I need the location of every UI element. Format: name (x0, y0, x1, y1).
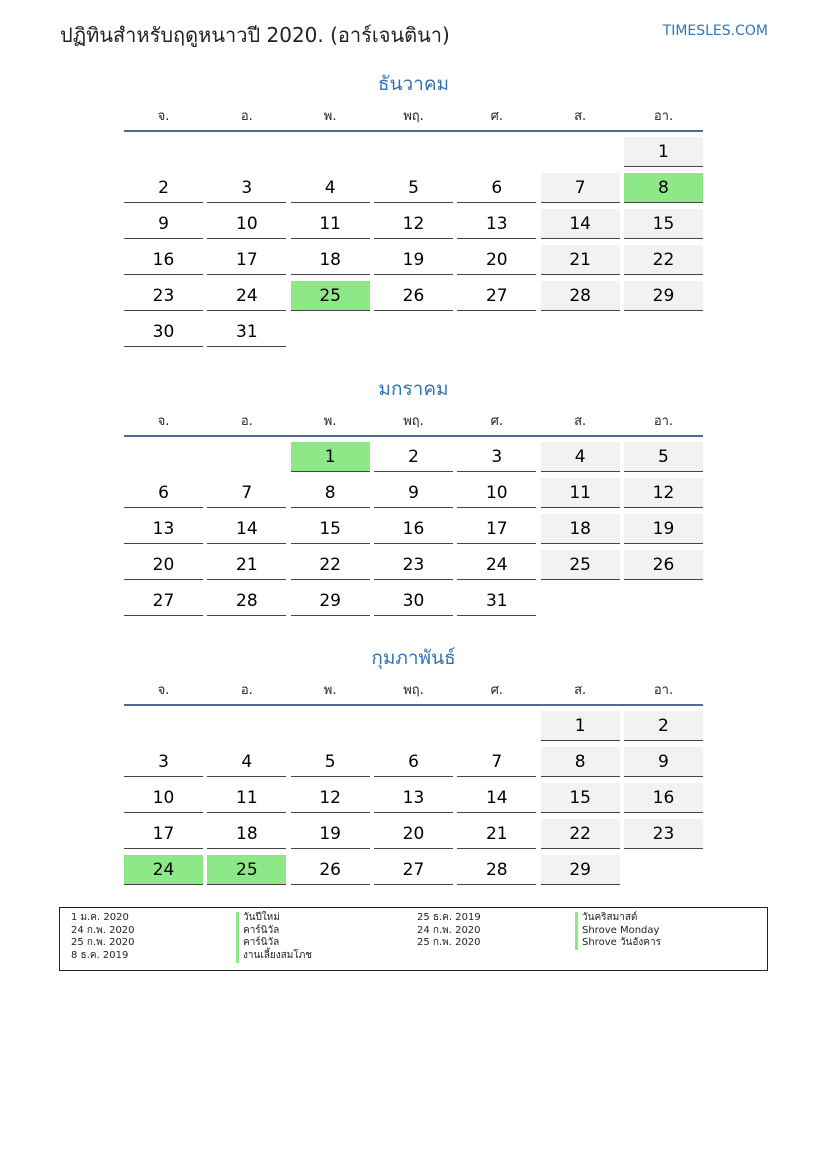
day-cell: 10 (457, 478, 536, 508)
empty-day-cell (457, 317, 536, 346)
day-cell: 14 (207, 514, 286, 544)
weekday-label: พฤ. (403, 414, 424, 429)
legend-date: 1 ม.ค. 2020 (71, 912, 129, 923)
day-cell: 22 (624, 245, 703, 275)
week-row (124, 550, 703, 581)
legend-date: 25 ก.พ. 2020 (417, 937, 481, 949)
day-cell: 9 (374, 478, 453, 508)
day-cell: 30 (374, 586, 453, 616)
weekday-label: ส. (574, 683, 587, 698)
legend-holiday-name: งานเลี้ยงสมโภช (236, 950, 312, 963)
weekday-header (124, 679, 703, 703)
day-cell: 24 (457, 550, 536, 580)
week-row (124, 317, 703, 348)
weekday-label: อ. (240, 683, 253, 698)
day-grid (124, 711, 703, 886)
day-cell: 6 (457, 173, 536, 203)
day-cell: 5 (374, 173, 453, 203)
legend-holiday-name: วันปีใหม่ (236, 912, 312, 925)
week-row (124, 783, 703, 814)
day-cell: 31 (207, 317, 286, 347)
week-row (124, 747, 703, 778)
month-title: มกราคม (378, 378, 449, 400)
day-cell: 19 (374, 245, 453, 275)
empty-day-cell (291, 317, 370, 346)
empty-day-cell (624, 317, 703, 346)
legend-date: 25 ธ.ค. 2019 (417, 912, 481, 923)
month-calendar (124, 70, 703, 353)
day-cell: 4 (291, 173, 370, 203)
day-cell: 3 (124, 747, 203, 777)
day-cell: 30 (124, 317, 203, 347)
month-title: ธันวาคม (377, 73, 450, 95)
weekday-label: อ. (240, 414, 253, 429)
day-cell: 13 (374, 783, 453, 813)
empty-day-cell (374, 317, 453, 346)
day-cell: 29 (291, 586, 370, 616)
day-cell: 15 (291, 514, 370, 544)
empty-day-cell (457, 137, 536, 166)
day-cell: 19 (291, 819, 370, 849)
day-cell: 22 (541, 819, 620, 849)
day-cell: 19 (624, 514, 703, 544)
day-cell: 10 (207, 209, 286, 239)
empty-day-cell (541, 137, 620, 166)
day-cell: 4 (541, 442, 620, 472)
weekday-label: อา. (653, 109, 674, 124)
day-cell: 13 (457, 209, 536, 239)
day-cell: 28 (541, 281, 620, 311)
weekday-label: พ. (323, 683, 337, 698)
day-cell: 2 (624, 711, 703, 741)
legend-date: 25 ก.พ. 2020 (71, 937, 135, 949)
weekday-label: อา. (653, 683, 674, 698)
weekday-label: พฤ. (403, 109, 424, 124)
day-cell: 18 (207, 819, 286, 849)
day-cell: 27 (374, 855, 453, 885)
site-link[interactable]: TIMESLES.COM (662, 23, 768, 39)
day-cell: 3 (207, 173, 286, 203)
legend-holiday-name: Shrove วันอังคาร (575, 937, 661, 950)
day-cell: 17 (457, 514, 536, 544)
empty-day-cell (291, 711, 370, 740)
day-cell: 31 (457, 586, 536, 616)
day-cell: 29 (624, 281, 703, 311)
weekday-label: ศ. (490, 109, 503, 124)
day-cell: 21 (457, 819, 536, 849)
page-title: ปฏิทินสำหรับฤดูหนาวปี 2020. (อาร์เจนตินา) (60, 23, 450, 47)
day-cell: 1 (624, 137, 703, 167)
day-cell: 15 (624, 209, 703, 239)
holiday-day-cell: 25 (207, 855, 286, 885)
day-cell: 8 (541, 747, 620, 777)
week-row (124, 137, 703, 168)
day-cell: 20 (374, 819, 453, 849)
day-cell: 6 (374, 747, 453, 777)
day-cell: 23 (374, 550, 453, 580)
week-row (124, 586, 703, 617)
day-cell: 23 (124, 281, 203, 311)
holiday-day-cell: 24 (124, 855, 203, 885)
empty-day-cell (291, 137, 370, 166)
day-cell: 28 (207, 586, 286, 616)
day-cell: 7 (207, 478, 286, 508)
day-cell: 29 (541, 855, 620, 885)
weekday-label: จ. (157, 683, 170, 698)
empty-day-cell (541, 586, 620, 615)
empty-day-cell (374, 711, 453, 740)
day-cell: 16 (124, 245, 203, 275)
day-cell: 26 (291, 855, 370, 885)
legend-date: 24 ก.พ. 2020 (417, 924, 481, 936)
legend-date: 24 ก.พ. 2020 (71, 924, 135, 936)
day-cell: 22 (291, 550, 370, 580)
holiday-day-cell: 8 (624, 173, 703, 203)
week-row (124, 514, 703, 545)
day-cell: 3 (457, 442, 536, 472)
day-cell: 18 (291, 245, 370, 275)
week-row (124, 245, 703, 276)
holiday-day-cell: 25 (291, 281, 370, 311)
weekday-header (124, 105, 703, 129)
week-row (124, 819, 703, 850)
weekday-label: อา. (653, 414, 674, 429)
month-title: กุมภาพันธ์ (371, 647, 456, 669)
empty-day-cell (124, 711, 203, 740)
week-row (124, 173, 703, 204)
day-cell: 2 (124, 173, 203, 203)
week-row (124, 281, 703, 312)
month-calendar (124, 644, 703, 891)
month-calendar (124, 375, 703, 622)
week-row (124, 478, 703, 509)
empty-day-cell (541, 317, 620, 346)
header-divider (124, 435, 703, 437)
legend-dates-left (71, 912, 135, 963)
weekday-label: พ. (323, 414, 337, 429)
holiday-legend (59, 907, 768, 971)
day-cell: 27 (124, 586, 203, 616)
day-cell: 26 (624, 550, 703, 580)
day-cell: 18 (541, 514, 620, 544)
day-cell: 7 (541, 173, 620, 203)
day-cell: 21 (541, 245, 620, 275)
day-cell: 27 (457, 281, 536, 311)
header-divider (124, 130, 703, 132)
day-cell: 11 (541, 478, 620, 508)
day-cell: 12 (374, 209, 453, 239)
week-row (124, 442, 703, 473)
day-cell: 26 (374, 281, 453, 311)
day-cell: 4 (207, 747, 286, 777)
empty-day-cell (624, 586, 703, 615)
weekday-label: ศ. (490, 414, 503, 429)
day-cell: 5 (624, 442, 703, 472)
legend-dates-right (417, 912, 481, 950)
day-cell: 9 (624, 747, 703, 777)
legend-holiday-name: Shrove Monday (575, 925, 661, 938)
week-row (124, 209, 703, 240)
day-cell: 11 (207, 783, 286, 813)
day-cell: 17 (124, 819, 203, 849)
day-cell: 15 (541, 783, 620, 813)
day-cell: 20 (124, 550, 203, 580)
day-cell: 10 (124, 783, 203, 813)
day-cell: 7 (457, 747, 536, 777)
weekday-label: จ. (157, 109, 170, 124)
day-cell: 13 (124, 514, 203, 544)
empty-day-cell (207, 442, 286, 471)
weekday-label: ส. (574, 109, 587, 124)
legend-holiday-name: วันคริสมาสต์ (575, 912, 661, 925)
empty-day-cell (457, 711, 536, 740)
day-cell: 16 (624, 783, 703, 813)
holiday-day-cell: 1 (291, 442, 370, 472)
day-cell: 14 (457, 783, 536, 813)
day-cell: 28 (457, 855, 536, 885)
weekday-label: ศ. (490, 683, 503, 698)
day-cell: 16 (374, 514, 453, 544)
empty-day-cell (124, 137, 203, 166)
day-cell: 24 (207, 281, 286, 311)
weekday-label: อ. (240, 109, 253, 124)
header-divider (124, 704, 703, 706)
week-row (124, 855, 703, 886)
legend-date: 8 ธ.ค. 2019 (71, 950, 129, 962)
day-cell: 12 (624, 478, 703, 508)
day-cell: 8 (291, 478, 370, 508)
legend-holiday-name: คาร์นิวัล (236, 925, 312, 938)
day-cell: 12 (291, 783, 370, 813)
day-cell: 14 (541, 209, 620, 239)
weekday-label: พ. (323, 109, 337, 124)
empty-day-cell (624, 855, 703, 884)
day-cell: 17 (207, 245, 286, 275)
empty-day-cell (124, 442, 203, 471)
day-cell: 2 (374, 442, 453, 472)
day-cell: 25 (541, 550, 620, 580)
empty-day-cell (207, 137, 286, 166)
day-cell: 6 (124, 478, 203, 508)
day-grid (124, 442, 703, 617)
legend-names-right (575, 912, 661, 950)
legend-names-left (236, 912, 312, 963)
empty-day-cell (207, 711, 286, 740)
day-cell: 5 (291, 747, 370, 777)
day-cell: 23 (624, 819, 703, 849)
day-cell: 1 (541, 711, 620, 741)
weekday-label: พฤ. (403, 683, 424, 698)
day-cell: 20 (457, 245, 536, 275)
legend-holiday-name: คาร์นิวัล (236, 937, 312, 950)
empty-day-cell (374, 137, 453, 166)
day-cell: 9 (124, 209, 203, 239)
weekday-label: จ. (157, 414, 170, 429)
day-grid (124, 137, 703, 348)
day-cell: 21 (207, 550, 286, 580)
week-row (124, 711, 703, 742)
weekday-header (124, 410, 703, 434)
weekday-label: ส. (574, 414, 587, 429)
day-cell: 11 (291, 209, 370, 239)
